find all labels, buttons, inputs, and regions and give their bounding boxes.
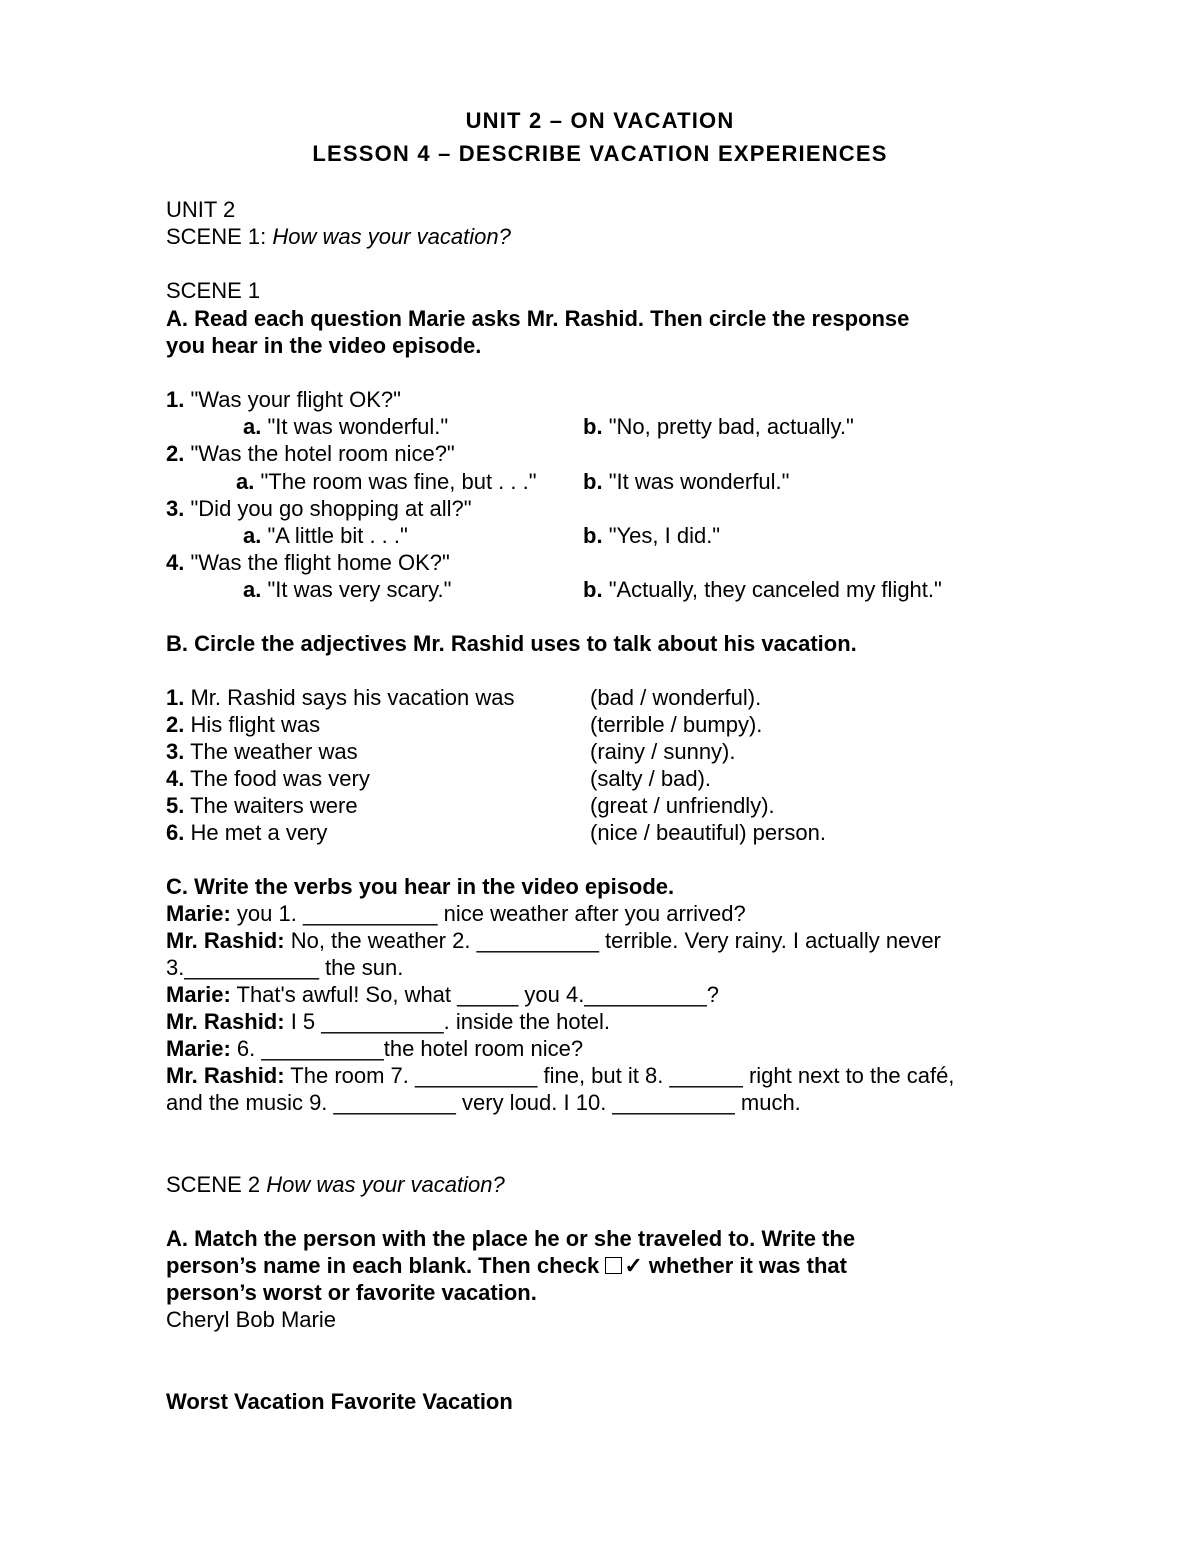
- question-4: [166, 550, 450, 576]
- item-text: The food was very: [190, 766, 370, 791]
- item-number: 1.: [166, 685, 185, 710]
- dialogue-text: I 5 __________. inside the hotel.: [284, 1009, 610, 1034]
- dialogue-line: [166, 1009, 610, 1035]
- instruction-text: person’s name in each blank. Then check: [166, 1253, 600, 1278]
- option-label: a.: [243, 523, 262, 548]
- checkbox-icon: [605, 1257, 622, 1274]
- scene-heading: [166, 224, 511, 250]
- option-label: b.: [583, 523, 603, 548]
- speaker: Mr. Rashid:: [166, 1063, 285, 1088]
- scene2-instruction-1: A. Match the person with the place he or she traveled to. Write the: [166, 1226, 856, 1251]
- dialogue-line: [166, 1036, 583, 1062]
- item-text: The waiters were: [190, 793, 358, 818]
- section-b-instruction: B. Circle the adjectives Mr. Rashid uses to talk about his vacation.: [166, 631, 857, 656]
- option-a[interactable]: [243, 577, 451, 603]
- page-title: UNIT 2 – ON VACATION: [465, 108, 735, 133]
- question-2: [166, 441, 455, 467]
- adjective-choices[interactable]: (nice / beautiful) person.: [590, 820, 827, 845]
- check-icon: ✓: [624, 1253, 643, 1278]
- adjective-choices[interactable]: (great / unfriendly).: [590, 793, 775, 818]
- item-number: 2.: [166, 712, 185, 737]
- item-text: He met a very: [190, 820, 328, 845]
- question-number: 1.: [166, 387, 185, 412]
- speaker: Marie:: [166, 1036, 231, 1061]
- option-text: "No, pretty bad, actually.": [608, 414, 854, 439]
- option-b[interactable]: [583, 469, 789, 495]
- adjective-item: [166, 820, 327, 846]
- scene2-instruction-3: person’s worst or favorite vacation.: [166, 1280, 537, 1305]
- dialogue-text: and the music 9. __________ very loud. I 10. __________ much.: [166, 1090, 801, 1115]
- option-text: "Actually, they canceled my flight.": [608, 577, 942, 602]
- adjective-item: [166, 712, 320, 738]
- option-b[interactable]: [583, 414, 854, 440]
- unit-label: UNIT 2: [166, 197, 236, 222]
- adjective-item: [166, 739, 358, 765]
- names-list: Cheryl Bob Marie: [166, 1307, 336, 1332]
- adjective-choices[interactable]: (salty / bad).: [590, 766, 712, 791]
- adjective-item: [166, 685, 515, 711]
- option-b[interactable]: [583, 523, 720, 549]
- item-number: 6.: [166, 820, 185, 845]
- option-label: b.: [583, 577, 603, 602]
- question-text: "Did you go shopping at all?": [190, 496, 472, 521]
- adjective-choices[interactable]: (rainy / sunny).: [590, 739, 736, 764]
- adjective-item: [166, 793, 358, 819]
- adjective-item: [166, 766, 370, 792]
- scene2-label: SCENE 2: [166, 1172, 261, 1197]
- section-c-instruction: C. Write the verbs you hear in the video episode.: [166, 874, 675, 899]
- speaker: Mr. Rashid:: [166, 928, 285, 953]
- scene2-title: How was your vacation?: [266, 1172, 505, 1197]
- option-text: "It was wonderful.": [608, 469, 790, 494]
- question-1: [166, 387, 401, 413]
- dialogue-text: The room 7. __________ fine, but it 8. ______ right next to the café,: [284, 1063, 955, 1088]
- section-a-instruction-2: you hear in the video episode.: [166, 333, 482, 358]
- question-text: "Was the flight home OK?": [190, 550, 450, 575]
- question-text: "Was your flight OK?": [190, 387, 401, 412]
- question-number: 2.: [166, 441, 185, 466]
- option-text: "Yes, I did.": [608, 523, 721, 548]
- item-text: The weather was: [190, 739, 358, 764]
- option-label: a.: [243, 577, 262, 602]
- item-number: 5.: [166, 793, 185, 818]
- item-number: 3.: [166, 739, 185, 764]
- page-subtitle: LESSON 4 – DESCRIBE VACATION EXPERIENCES: [312, 141, 888, 166]
- adjective-choices[interactable]: (terrible / bumpy).: [590, 712, 763, 737]
- option-a[interactable]: [236, 469, 537, 495]
- dialogue-line: [166, 982, 719, 1008]
- option-label: b.: [583, 469, 603, 494]
- dialogue-line: [166, 928, 941, 954]
- item-text: His flight was: [190, 712, 321, 737]
- option-label: b.: [583, 414, 603, 439]
- adjective-choices[interactable]: (bad / wonderful).: [590, 685, 762, 710]
- dialogue-text: you 1. ___________ nice weather after you arrived?: [230, 901, 746, 926]
- option-a[interactable]: [243, 523, 408, 549]
- item-number: 4.: [166, 766, 185, 791]
- dialogue-text: That's awful! So, what _____ you 4.__________?: [230, 982, 719, 1007]
- option-text: "A little bit . . .": [267, 523, 408, 548]
- dialogue-line: [166, 1063, 954, 1089]
- dialogue-line: [166, 901, 746, 927]
- scene2-heading: [166, 1172, 505, 1198]
- option-b[interactable]: [583, 577, 942, 603]
- question-text: "Was the hotel room nice?": [190, 441, 455, 466]
- section-a-instruction-1: A. Read each question Marie asks Mr. Rashid. Then circle the response: [166, 306, 910, 331]
- speaker: Marie:: [166, 982, 231, 1007]
- dialogue-text: 6. __________the hotel room nice?: [230, 1036, 584, 1061]
- dialogue-line: [166, 955, 403, 981]
- option-text: "It was very scary.": [267, 577, 452, 602]
- scene2-instruction-2: [166, 1253, 847, 1279]
- dialogue-line: [166, 1090, 801, 1116]
- question-3: [166, 496, 472, 522]
- vacation-columns-header: Worst Vacation Favorite Vacation: [166, 1389, 513, 1414]
- option-text: "The room was fine, but . . .": [260, 469, 537, 494]
- option-label: a.: [236, 469, 255, 494]
- item-text: Mr. Rashid says his vacation was: [190, 685, 515, 710]
- question-number: 3.: [166, 496, 185, 521]
- instruction-text: whether it was that: [648, 1253, 847, 1278]
- scene-label: SCENE 1:: [166, 224, 267, 249]
- speaker: Marie:: [166, 901, 231, 926]
- option-text: "It was wonderful.": [267, 414, 449, 439]
- scene-title: How was your vacation?: [272, 224, 511, 249]
- option-label: a.: [243, 414, 262, 439]
- scene1-label: SCENE 1: [166, 278, 261, 303]
- dialogue-text: 3.___________ the sun.: [166, 955, 404, 980]
- question-number: 4.: [166, 550, 185, 575]
- dialogue-text: No, the weather 2. __________ terrible. Very rainy. I actually never: [284, 928, 941, 953]
- option-a[interactable]: [243, 414, 448, 440]
- speaker: Mr. Rashid:: [166, 1009, 285, 1034]
